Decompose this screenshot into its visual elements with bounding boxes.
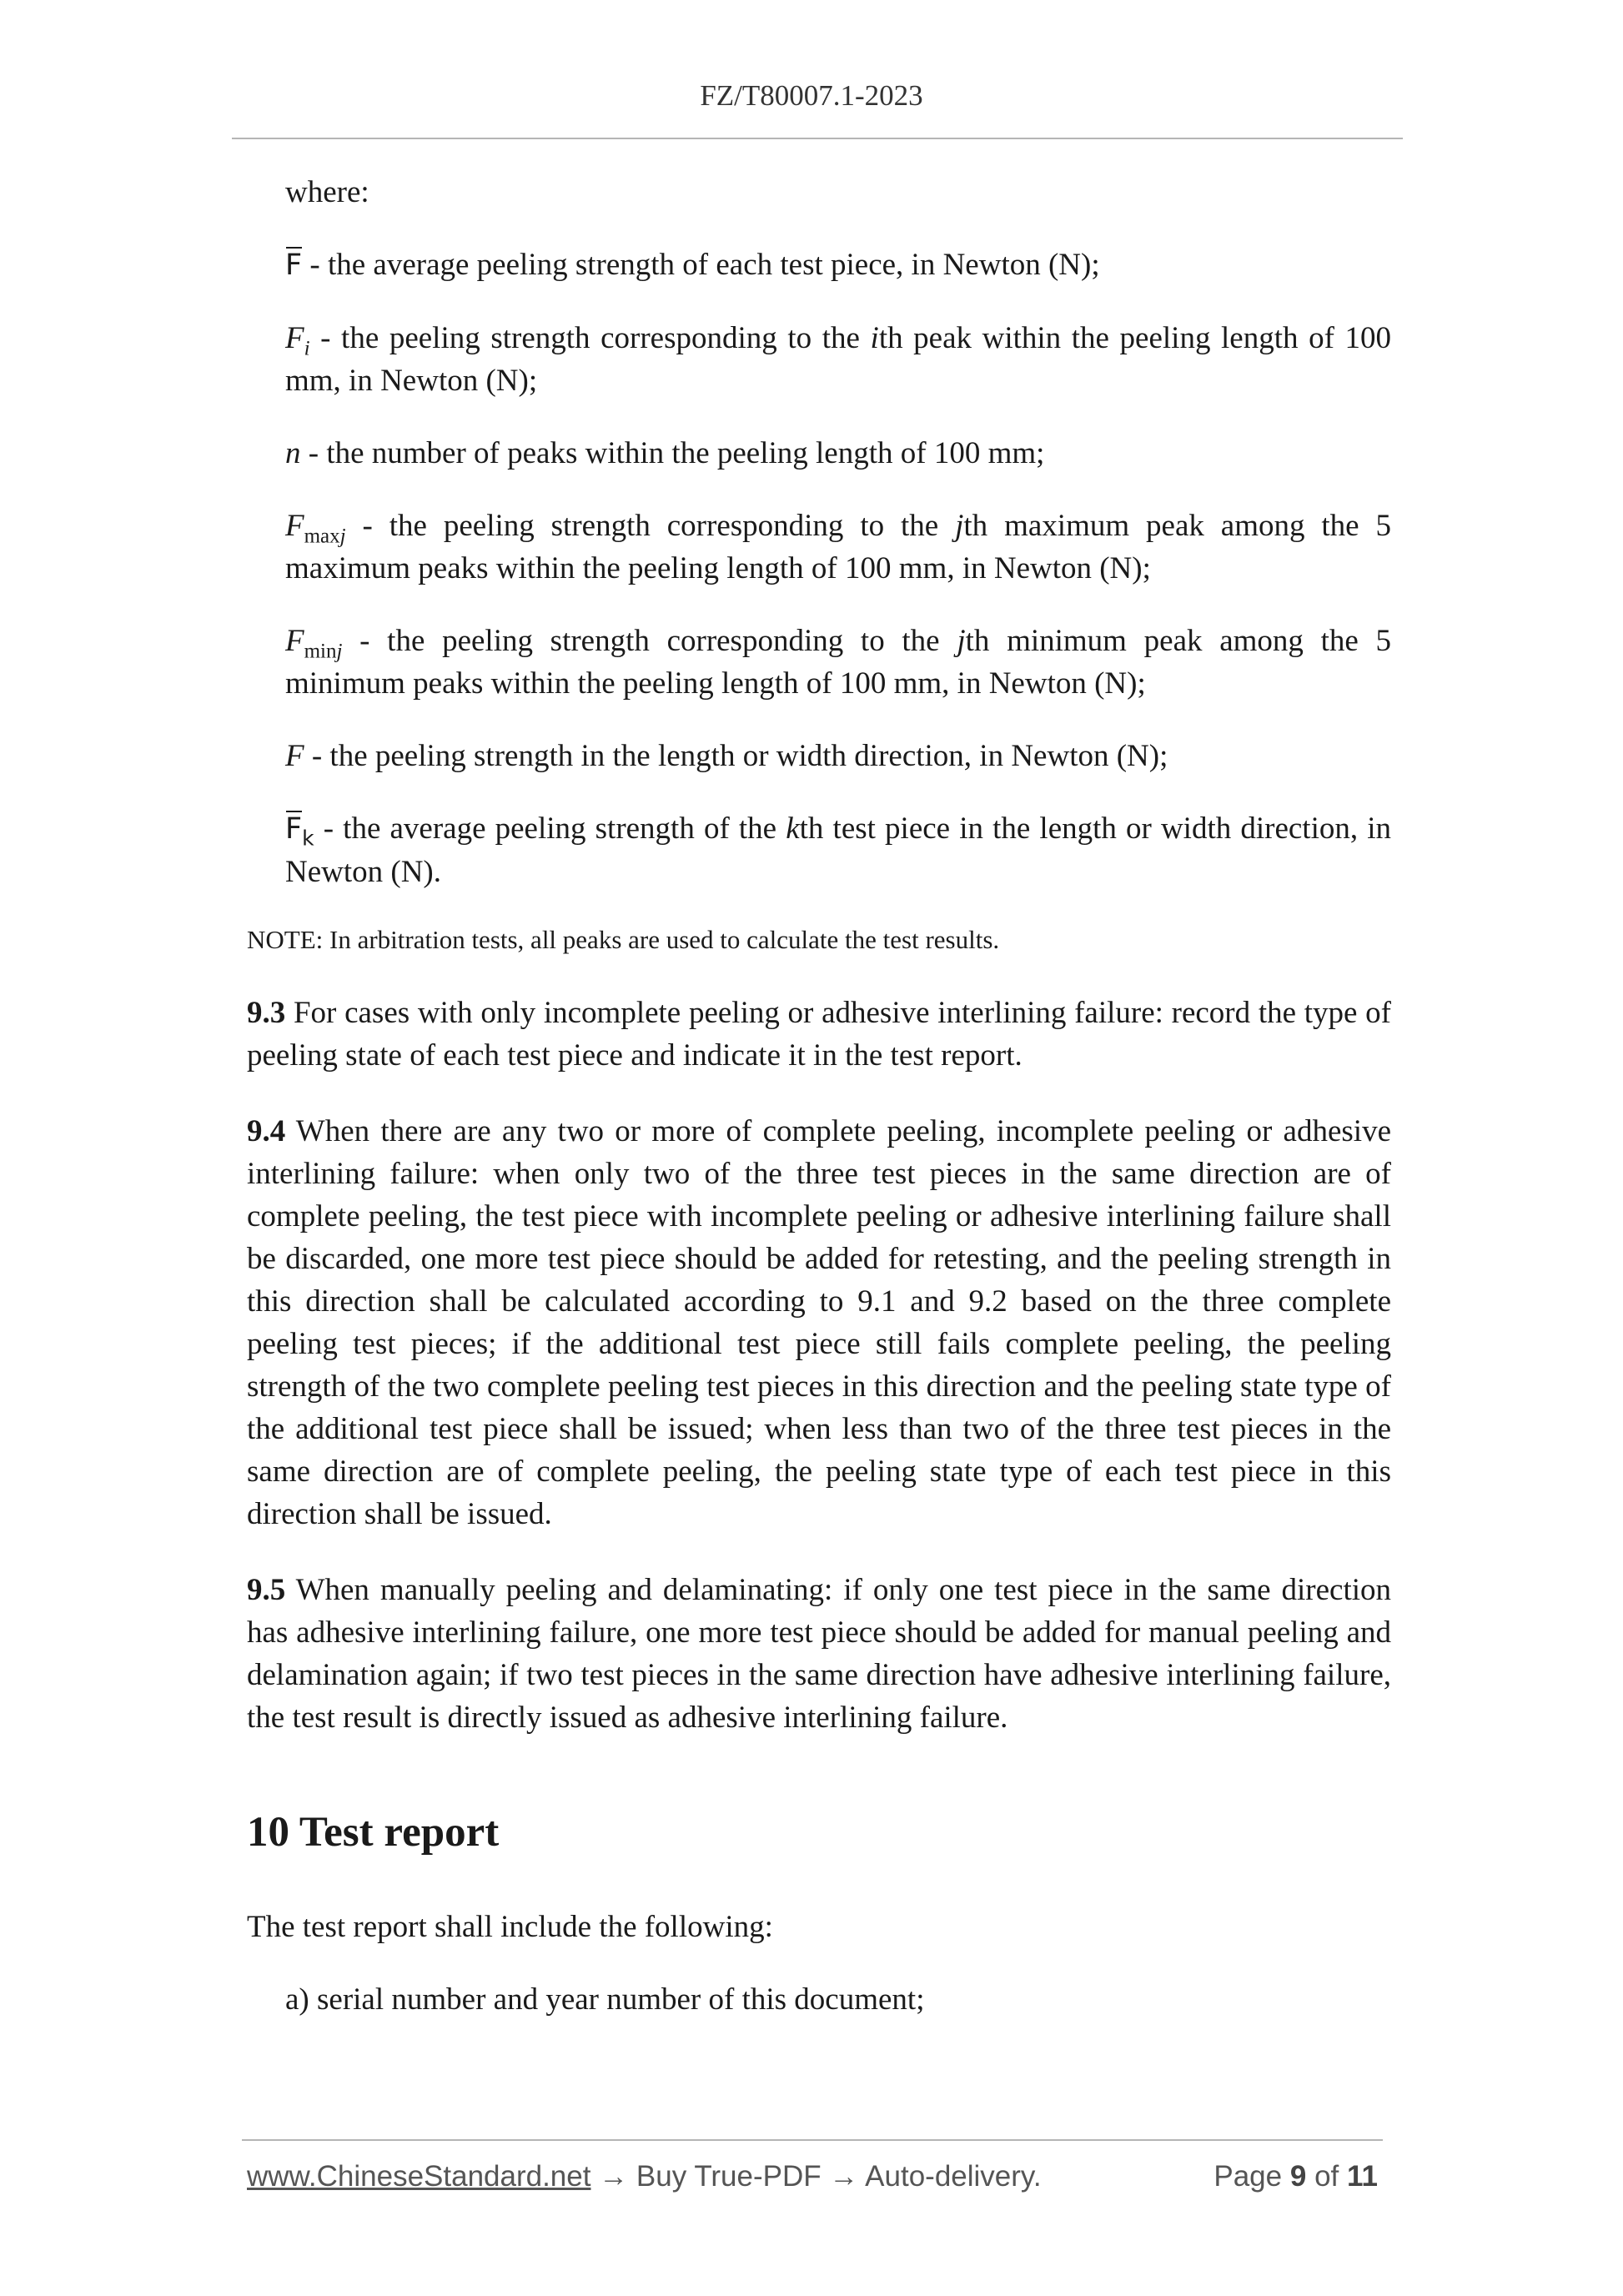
where-label: where: <box>285 175 369 209</box>
of-label: of <box>1314 2160 1339 2193</box>
clause-number: 9.3 <box>247 996 286 1030</box>
definition-item <box>247 244 1391 287</box>
list-item: a) serial number and year number of this document; <box>285 1982 925 2017</box>
definition-text: - the average peeling strength of the <box>314 811 786 846</box>
clause-9-3 <box>247 992 1391 1077</box>
definition-text: th minimum peak among the 5 minimum peaks within the peeling length of 100 mm, in Newton (N); <box>285 624 1391 701</box>
definition-text: - the peeling strength corresponding to the <box>345 509 956 543</box>
ordinal-variable: j <box>955 509 964 543</box>
definition-item <box>247 505 1391 590</box>
f-bar-symbol: F <box>285 244 302 287</box>
definition-text: - the number of peaks within the peeling length of 100 mm; <box>300 436 1045 470</box>
footer-divider <box>242 2139 1383 2141</box>
definition-text: th peak within the peeling length of 100 mm, in Newton (N); <box>285 321 1392 398</box>
page-body <box>247 171 1391 2021</box>
clause-text: For cases with only incomplete peeling or adhesive interlining failure: record the type of peeling state of each test piece and indicate it in the test report. <box>247 996 1391 1073</box>
page-indicator <box>1213 2160 1378 2193</box>
footer-tagline: → Buy True-PDF → Auto-delivery. <box>590 2160 1042 2193</box>
definition-text: th maximum peak among the 5 maximum peaks within the peeling length of 100 mm, in Newton (N); <box>285 509 1391 585</box>
symbol-subscript-variable: j <box>336 640 343 663</box>
page-label: Page <box>1213 2160 1283 2193</box>
definition-item <box>247 735 1391 777</box>
clause-text: When there are any two or more of complete peeling, incomplete peeling or adhesive interlining failure: when only two of the three test pieces in the same direction are of complete peeling, the test piece with incomplete peeling or adhesive interlining failure shall be discarded, one more test piece should be added for retesting, and the peeling strength in this direction shall be calculated according to 9.1 and 9.2 based on the three complete peeling test pieces; if the additional test piece still fails complete peeling, the peeling strength of the two complete peeling test pieces in this direction and the peeling state type of the additional test piece shall be issued; when less than two of the three test pieces in the same direction are of complete peeling, the peeling state type of each test piece in this direction shall be issued. <box>247 1114 1391 1531</box>
symbol-subscript: i <box>304 337 310 360</box>
site-link[interactable]: www.ChineseStandard.net <box>247 2160 591 2193</box>
definition-text: - the peeling strength corresponding to the <box>309 321 871 355</box>
definition-text: - the peeling strength corresponding to the <box>342 624 957 658</box>
section-heading: 10 Test report <box>247 1809 500 1856</box>
definition-item <box>247 807 1391 893</box>
definition-text: th test piece in the length or width direction, in Newton (N). <box>285 811 1391 889</box>
ordinal-variable: j <box>957 624 966 658</box>
definition-item <box>247 432 1391 475</box>
f-bar-symbol: F <box>285 808 302 851</box>
definition-item <box>247 620 1391 705</box>
symbol-subscript-variable: j <box>339 525 346 548</box>
running-header: FZ/T80007.1-2023 <box>700 79 923 112</box>
clause-number: 9.5 <box>247 1573 286 1607</box>
definition-symbol: F <box>285 509 304 543</box>
note: NOTE: In arbitration tests, all peaks are used to calculate the test results. <box>247 925 1000 954</box>
symbol-subscript: k <box>302 826 314 851</box>
clause-9-5 <box>247 1569 1391 1739</box>
symbol-subscript: max <box>304 525 340 548</box>
definition-symbol: n <box>285 436 301 470</box>
section-intro: The test report shall include the following: <box>247 1910 773 1944</box>
ordinal-variable: i <box>870 321 879 355</box>
header-divider <box>232 138 1403 139</box>
clause-9-4 <box>247 1110 1391 1535</box>
definition-item <box>247 317 1391 402</box>
definition-text: - the average peeling strength of each test piece, in Newton (N); <box>302 248 1100 282</box>
page-number: 9 <box>1289 2160 1307 2193</box>
footer-promo <box>247 2160 1042 2193</box>
clause-text: When manually peeling and delaminating: if only one test piece in the same direction has adhesive interlining failure, one more test piece should be added for manual peeling and delamination again; if two test pieces in the same direction have adhesive interlining failure, the test result is directly issued as adhesive interlining failure. <box>247 1573 1391 1735</box>
ordinal-variable: k <box>786 811 800 846</box>
definition-symbol: F <box>285 624 304 658</box>
definition-symbol: F <box>285 321 304 355</box>
clause-number: 9.4 <box>247 1114 286 1148</box>
definition-symbol: F <box>285 739 304 773</box>
page-total: 11 <box>1347 2160 1378 2193</box>
page-footer <box>247 2160 1378 2200</box>
symbol-subscript: min <box>304 640 337 663</box>
definition-text: - the peeling strength in the length or width direction, in Newton (N); <box>304 739 1168 773</box>
